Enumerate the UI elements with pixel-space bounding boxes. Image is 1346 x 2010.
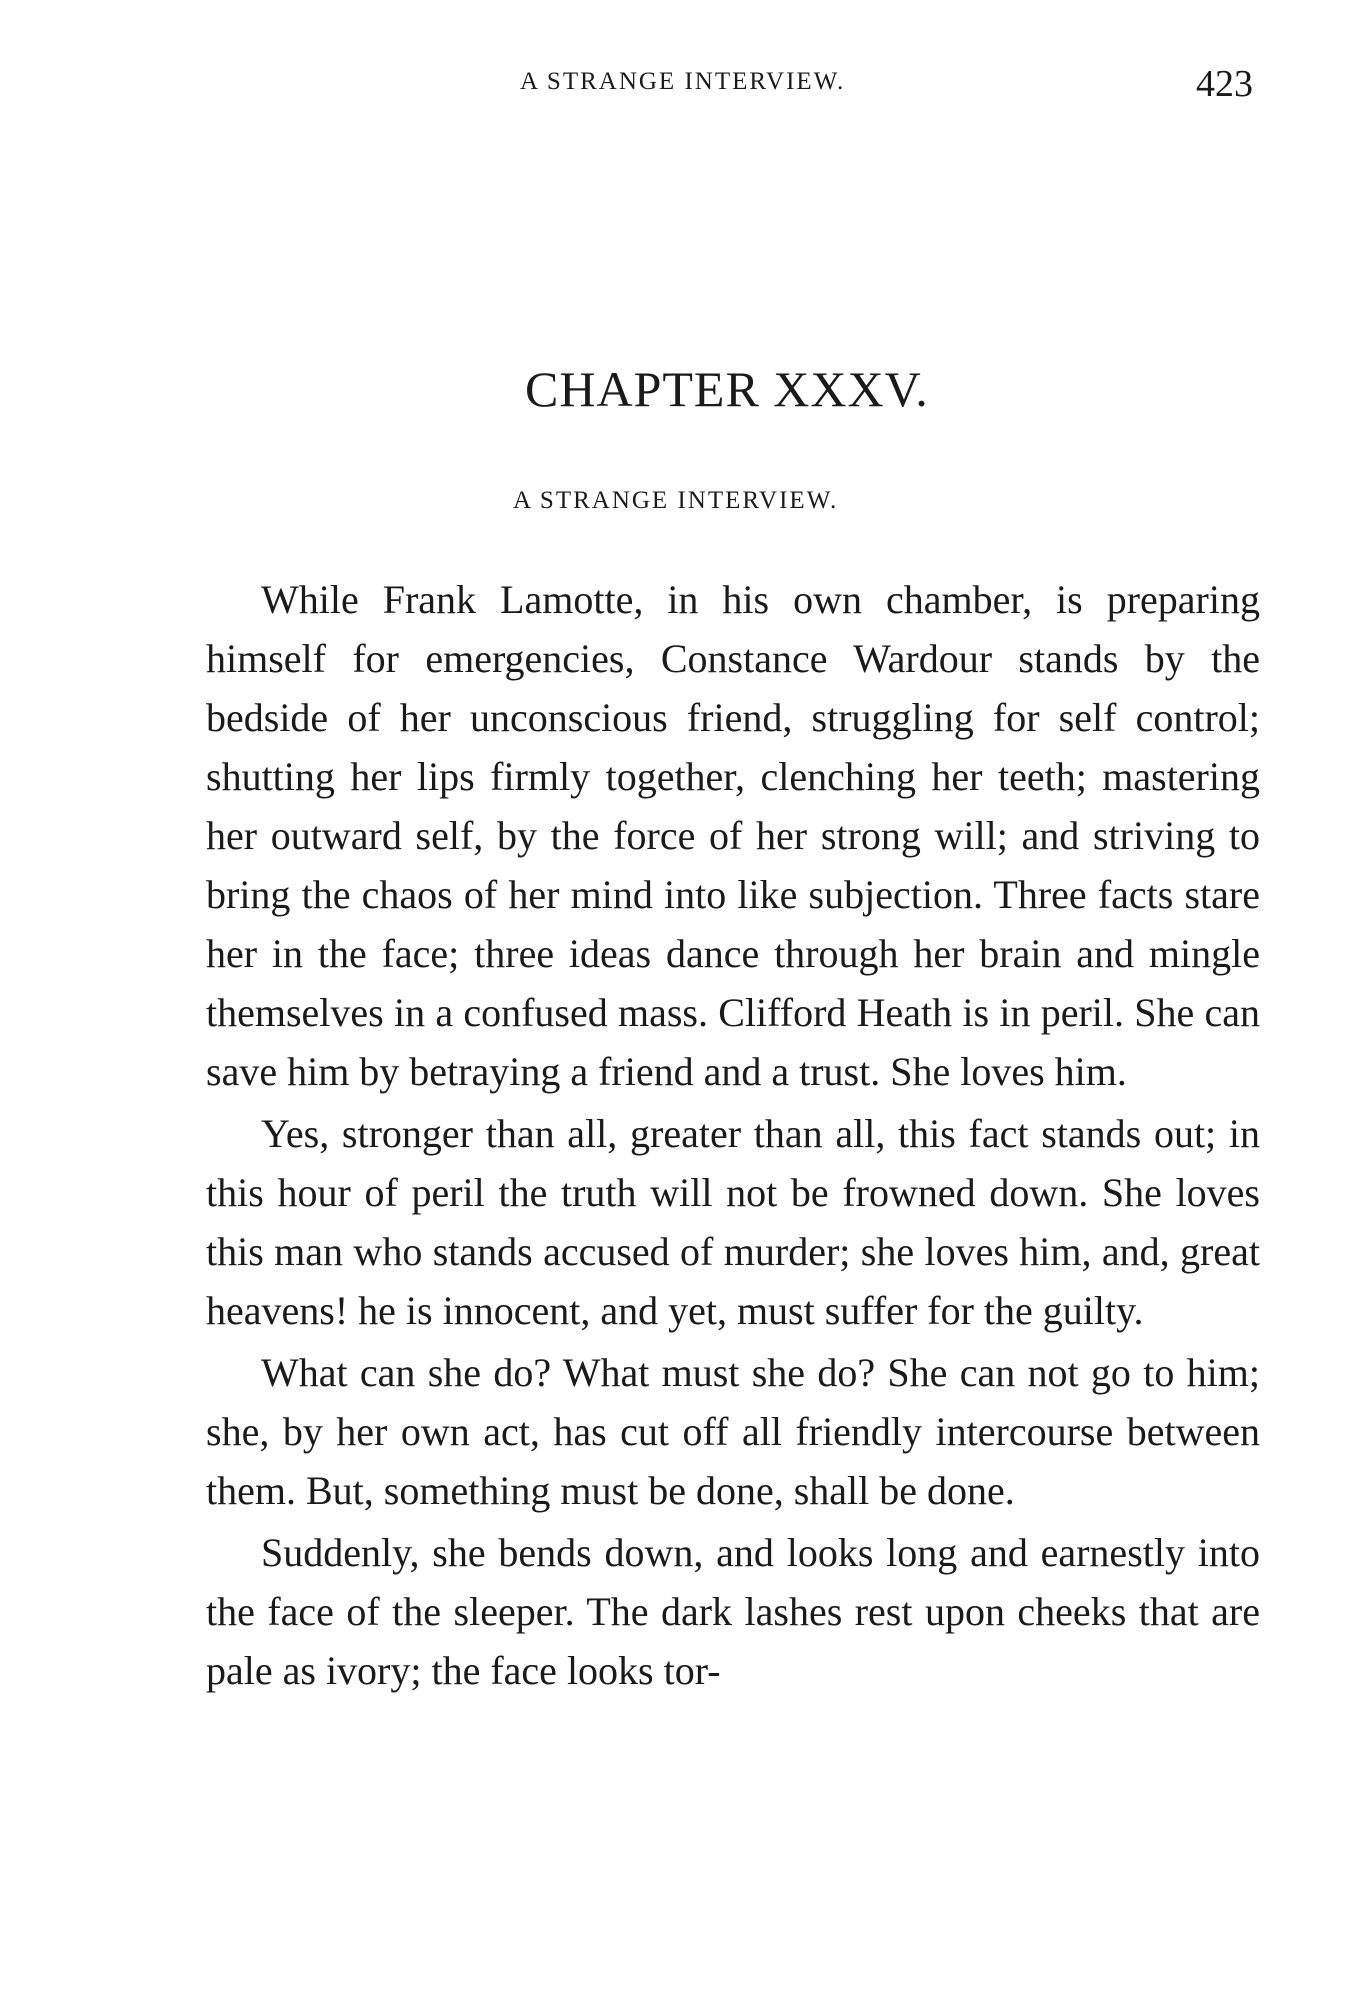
chapter-subtitle: A STRANGE INTERVIEW. [513, 487, 839, 514]
chapter-title: CHAPTER XXXV. [525, 361, 929, 417]
paragraph: Suddenly, she bends down, and looks long and earnestly into the face of the sleeper. The dark lashes rest upon cheeks that are pale as ivory; the face looks tor- [206, 1530, 1260, 1693]
paragraph: What can she do? What must she do? She can not go to him; she, by her own act, has cut off all friendly intercourse between them. But, something must be done, shall be done. [206, 1350, 1260, 1513]
paragraph: While Frank Lamotte, in his own chamber, is preparing himself for emergencies, Constance Wardour stands by the bedside of her unconscious friend, struggling for self control; shutting her lips firmly together, clenching her teeth; mastering her outward self, by the force of her strong will; and striving to bring the chaos of her mind into like subjection. Three facts stare her in the face; three ideas dance through her brain and mingle themselves in a confused mass. Clifford Heath is in peril. She can save him by betraying a friend and a trust. She loves him. [206, 577, 1260, 1094]
page-number: 423 [1196, 63, 1253, 105]
body-text [206, 570, 1260, 1703]
paragraph: Yes, stronger than all, greater than all, this fact stands out; in this hour of peril the truth will not be frowned down. She loves this man who stands accused of murder; she loves him, and, great heavens! he is innocent, and yet, must suffer for the guilty. [206, 1111, 1260, 1333]
running-head: A STRANGE INTERVIEW. [520, 68, 846, 95]
